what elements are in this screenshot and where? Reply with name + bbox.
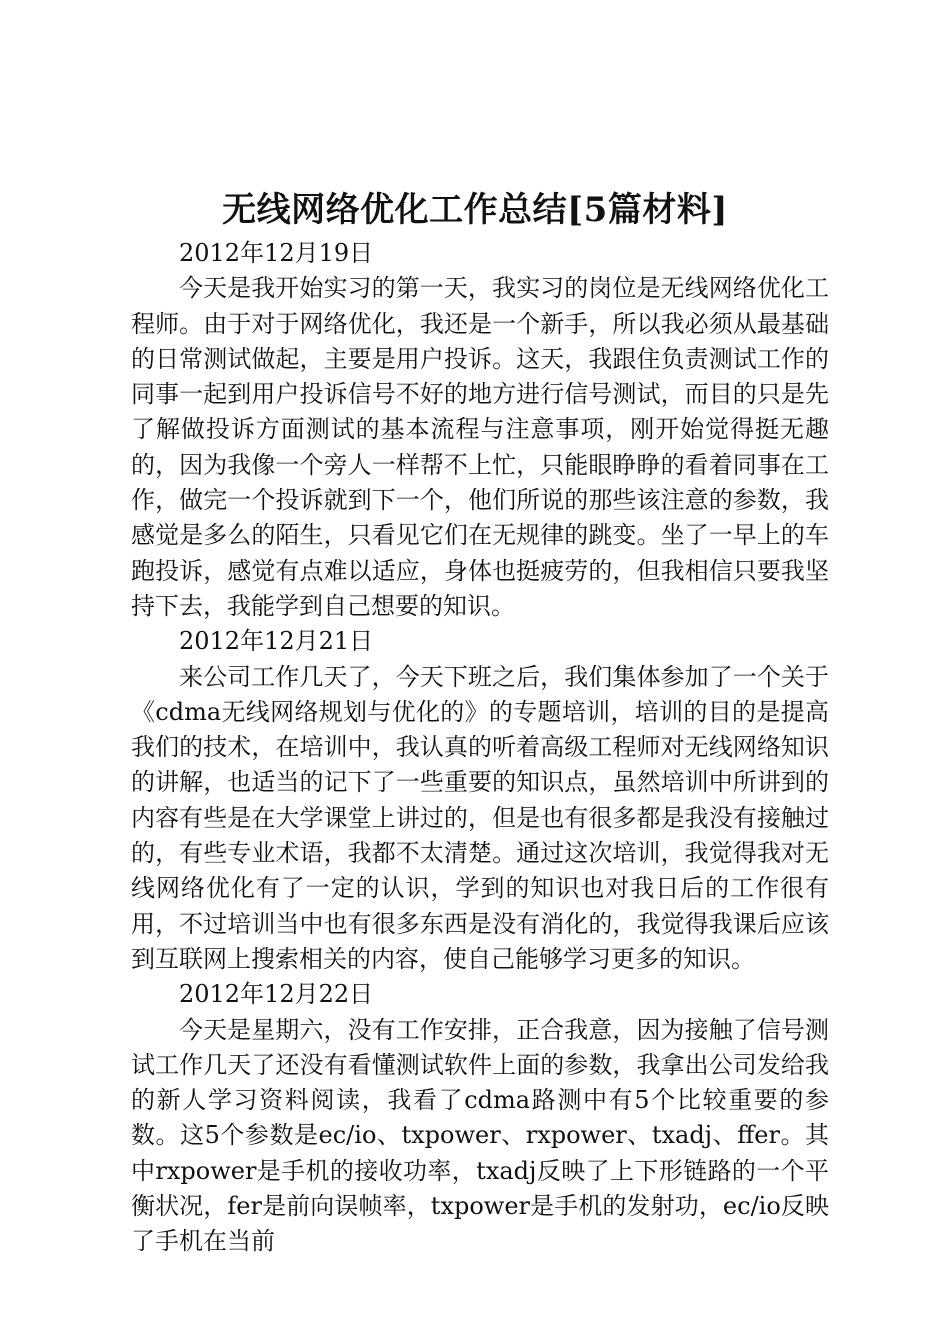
entry-text: 今天是我开始实习的第一天，我实习的岗位是无线网络优化工程师。由于对于网络优化，我还是一个新手，所以我必须从最基础的日常测试做起，主要是用户投诉。这天，我跟住负责测试工作的同事一起到用户投诉信号不好的地方进行信号测试，而目的只是先了解做投诉方面测试的基本流程与注意事项，刚开始觉得挺无趣的，因为我像一个旁人一样帮不上忙，只能眼睁睁的看着同事在工作，做完一个投诉就到下一个，他们所说的那些该注意的参数，我感觉是多么的陌生，只看见它们在无规律的跳变。坐了一早上的车跑投诉，感觉有点难以适应，身体也挺疲劳的，但我相信只要我坚持下去，我能学到自己想要的知识。 — [131, 274, 829, 620]
document-body — [131, 236, 829, 1260]
entry-text: 来公司工作几天了，今天下班之后，我们集体参加了一个关于《cdma无线网络规划与优化的》的专题培训，培训的目的是提高我们的技术，在培训中，我认真的听着高级工程师对无线网络知识的讲解，也适当的记下了一些重要的知识点，虽然培训中所讲到的内容有些是在大学课堂上讲过的，但是也有很多都是我没有接触过的，有些专业术语，我都不太清楚。通过这次培训，我觉得我对无线网络优化有了一定的认识，学到的知识也对我日后的工作很有用，不过培训当中也有很多东西是没有消化的，我觉得我课后应该到互联网上搜索相关的内容，使自己能够学习更多的知识。 — [131, 662, 829, 973]
entry-text: 今天是星期六，没有工作安排，正合我意，因为接触了信号测试工作几天了还没有看懂测试软件上面的参数，我拿出公司发给我的新人学习资料阅读，我看了cdma路测中有5个比较重要的参数。这5个参数是ec/io、txpower、rxpower、txadj、ffer。其中rxpower是手机的接收功率，txadj反映了上下形链路的一个平衡状况，fer是前向误帧率，txpower是手机的发射功，ec/io反映了手机在当前 — [131, 1015, 829, 1256]
document-title: 无线网络优化工作总结[5篇材料] — [222, 190, 728, 230]
entry-date: 2012年12月19日 — [179, 239, 374, 267]
entry-date: 2012年12月21日 — [179, 627, 374, 656]
entry-date: 2012年12月22日 — [179, 980, 374, 1009]
